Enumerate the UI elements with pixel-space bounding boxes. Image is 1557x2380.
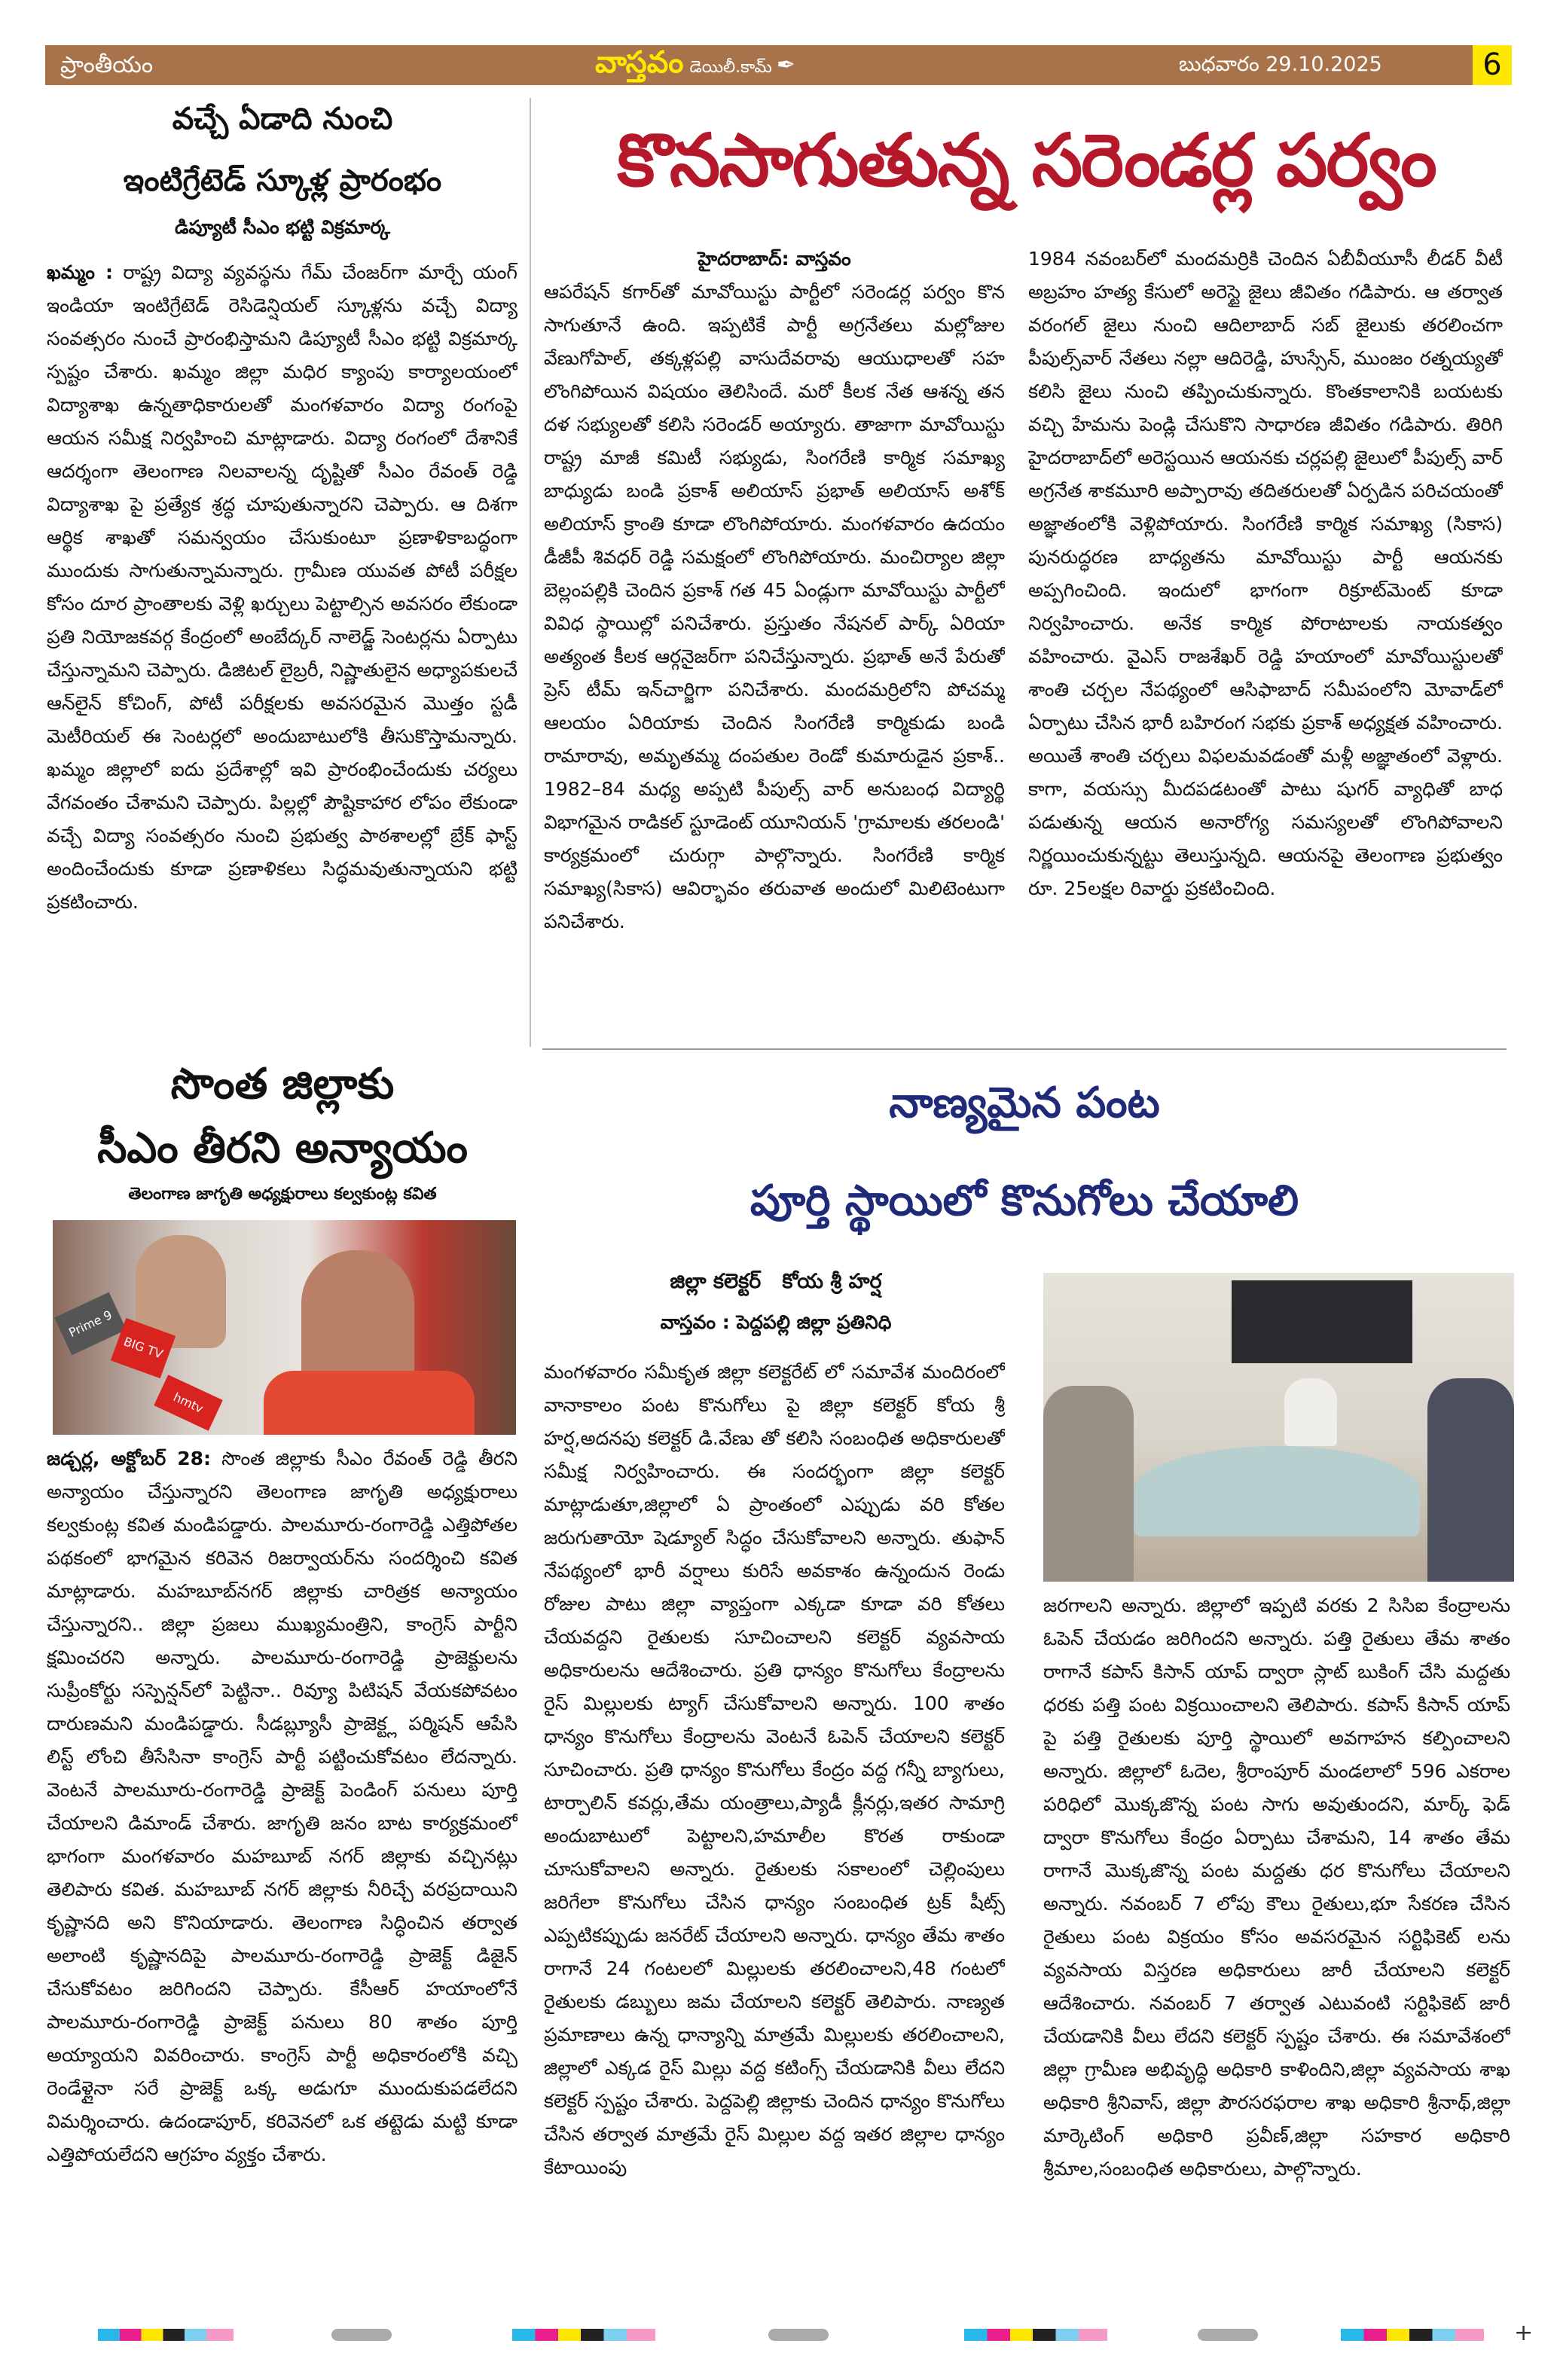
surrender-col-2 — [1028, 243, 1503, 1033]
kavitha-article-body — [47, 1442, 517, 2301]
tv-screen — [1232, 1280, 1412, 1363]
crop-dateline: వాస్తవం : పెద్దపల్లి జిల్లా ప్రతినిధి — [660, 1311, 892, 1333]
surrender-dateline: హైదరాబాద్: వాస్తవం — [698, 248, 851, 270]
page-number: 6 — [1473, 45, 1512, 85]
school-article-body — [47, 256, 517, 1043]
saree — [264, 1371, 475, 1435]
crop-headline-1: నాణ్యమైన పంట — [889, 1079, 1160, 1127]
logo-subtext: డెయిలీ.కామ్ — [689, 58, 772, 77]
section-divider — [542, 1048, 1507, 1050]
mic-prime9: Prime 9 — [54, 1292, 127, 1356]
school-headline-2: ఇంటిగ్రేటెడ్ స్కూళ్ల ప్రారంభం — [123, 163, 442, 198]
crosshair-mark-icon: + — [1514, 2320, 1534, 2346]
column-divider — [530, 98, 531, 1047]
school-headline-1: వచ్చే ఏడాది నుంచి — [172, 102, 393, 136]
crop-body-col2: జరగాలని అన్నారు. జిల్లాలో ఇప్పటి వరకు 2 సిసిఐ కేంద్రాలను ఓపెన్ చేయడం జరిగిందని అన్నారు. పత్తి రైతులు తేమ శాతం రాగానే కపాస్ కిసాన్ యాప్ ద్వారా స్లాట్ బుకింగ్ చేసి మద్దతు ధరకు పత్తి పంట విక్రయించాలని తెలిపారు. కపాస్ కిసాన్ యాప్ పై పత్తి రైతులకు పూర్తి స్థాయిలో అవగాహన కల్పించాలని అన్నారు. జిల్లాలో ఓదెల, శ్రీరాంపూర్ మండలాలో 596 ఎకరాల పరిధిలో మొక్కజొన్న పంట సాగు అవుతుందని, మార్క్ ఫెడ్ ద్వారా కొనుగోలు కేంద్రం ఏర్పాటు చేశామని, 14 శాతం తేమ రాగానే మొక్కజొన్న పంట మద్దతు ధర కొనుగోలు చేయాలని అన్నారు. నవంబర్ 7 లోపు కౌలు రైతులు,భూ సేకరణ చేసిన రైతులు పంట విక్రయం కోసం అవసరమైన సర్టిఫికెట్ లను వ్యవసాయ విస్తరణ అధికారులు జారీ చేయాలని కలెక్టర్ ఆదేశించారు. నవంబర్ 7 తర్వాత ఎటువంటి సర్టిఫికెట్ జారీ చేయడానికి వీలు లేదని కలెక్టర్ స్పష్టం చేశారు. ఈ సమావేశంలో జిల్లా గ్రామీణ అభివృద్ధి అధికారి కాళిందిని,జిల్లా వ్యవసాయ శాఖ అధికారి శ్రీనివాస్, జిల్లా పౌరసరఫరాల శాఖ అధికారి శ్రీనాథ్,జిల్లా మార్కెటింగ్ అధికారి ప్రవీణ్,జిల్లా సహకార అధికారి శ్రీమాల,సంబంధిత అధికారులు, పాల్గొన్నారు. — [1043, 1594, 1510, 2180]
kavitha-press-photo — [53, 1220, 516, 1435]
color-registration-bar — [964, 2329, 1107, 2341]
kavitha-headline-1: సొంత జిల్లాకు — [170, 1060, 395, 1109]
attendees-left — [1043, 1386, 1134, 1582]
meeting-table — [1134, 1446, 1420, 1536]
crop-col-2 — [1043, 1589, 1510, 2301]
surrender-body-col1: ఆపరేషన్ కగార్‌తో మావోయిస్టు పార్టీలో సరెండర్ల పర్వం కొన సాగుతూనే ఉంది. ఇప్పటికే పార్టీ అగ్రనేతలు మల్లోజుల వేణుగోపాల్, తక్కళ్లపల్లి వాసుదేవరావు ఆయుధాలతో సహ లొంగిపోయిన విషయం తెలిసిందే. మరో కీలక నేత ఆశన్న తన దళ సభ్యులతో కలిసి సరెండర్ అయ్యారు. తాజాగా మావోయిస్టు రాష్ట్ర మాజీ కమిటీ సభ్యుడు, సింగరేణి కార్మిక సమాఖ్య బాధ్యుడు బండి ప్రకాశ్ అలియాస్ ప్రభాత్ అలియాస్ అశోక్ అలియాస్ క్రాంతి కూడా లొంగిపోయారు. మంగళవారం ఉదయం డీజీపీ శివధర్ రెడ్డి సమక్షంలో లొంగిపోయారు. మంచిర్యాల జిల్లా బెల్లంపల్లికి చెందిన ప్రకాశ్ గత 45 ఏండ్లుగా మావోయిస్టు పార్టీలో వివిధ స్థాయిల్లో పనిచేశారు. ప్రస్తుతం నేషనల్ పార్క్ ఏరియా అత్యంత కీలక ఆర్గనైజర్‌గా పనిచేస్తున్నారు. ప్రభాత్ అనే పేరుతో ప్రెస్ టీమ్ ఇన్‌చార్జిగా పనిచేశారు. మందమర్రిలోని పోచమ్మ ఆలయం ఏరియాకు చెందిన సింగరేణి కార్మికుడు బండి రామారావు, అమృతమ్మ దంపతుల రెండో కుమారుడైన ప్రకాశ్.. 1982–84 మధ్య అప్పటి పీపుల్స్ వార్ అనుబంధ విద్యార్థి విభాగమైన రాడికల్ స్టూడెంట్ యూనియన్ 'గ్రామాలకు తరలండి' కార్యక్రమంలో చురుగ్గా పాల్గొన్నారు. సింగరేణి కార్మిక సమాఖ్య(సికాస) ఆవిర్భావం తరువాత అందులో మిలిటెంటుగా పనిచేశారు. — [544, 281, 1005, 932]
surrender-headline: కొనసాగుతున్న సరెండర్ల పర్వం — [617, 118, 1436, 203]
mic-hmtv: hmtv — [154, 1375, 223, 1431]
gray-registration-mark — [331, 2329, 392, 2341]
surrender-col-1 — [544, 243, 1005, 1033]
crop-body-col1: మంగళవారం సమీకృత జిల్లా కలెక్టరేట్ లో సమావేశ మందిరంలో వానాకాలం పంట కొనుగోలు పై జిల్లా కలెక్టర్ కోయ శ్రీ హర్ష,అదనపు కలెక్టర్ డి.వేణు తో కలిసి సంబంధిత అధికారులతో సమీక్ష నిర్వహించారు. ఈ సందర్భంగా జిల్లా కలెక్టర్ మాట్లాడుతూ,జిల్లాలో ఏ ప్రాంతంలో ఎప్పుడు వరి కోతల జరుగుతాయో షెడ్యూల్ సిద్ధం చేసుకోవాలని అన్నారు. తుఫాన్ నేపథ్యంలో భారీ వర్షాలు కురిసే అవకాశం ఉన్నందున రెండు రోజుల పాటు జిల్లా వ్యాప్తంగా ఎక్కడా కూడా వరి కోతలు చేయవద్దని రైతులకు సూచించాలని కలెక్టర్ వ్యవసాయ అధికారులను ఆదేశించారు. ప్రతి ధాన్యం కొనుగోలు కేంద్రాలను రైస్ మిల్లులకు ట్యాగ్ చేసుకోవాలని అన్నారు. 100 శాతం ధాన్యం కొనుగోలు కేంద్రాలను వెంటనే ఓపెన్ చేయాలని కలెక్టర్ సూచించారు. ప్రతి ధాన్యం కొనుగోలు కేంద్రం వద్ద గన్నీ బ్యాగులు, టార్పాలిన్ కవర్లు,తేమ యంత్రాలు,ప్యాడీ క్లీనర్లు,ఇతర సామాగ్రి అందుబాటులో పెట్టాలని,హమాలీల కొరత రాకుండా చూసుకోవాలని అన్నారు. రైతులకు సకాలంలో చెల్లింపులు జరిగేలా కొనుగోలు చేసిన ధాన్యం సంబంధిత ట్రక్ షీట్స్ ఎప్పటికప్పుడు జనరేట్ చేయాలని అన్నారు. ధాన్యం తేమ శాతం రాగానే 24 గంటలలో మిల్లులకు తరలించాలని,48 గంటలో రైతులకు డబ్బులు జమ చేయాలని కలెక్టర్ తెలిపారు. నాణ్యత ప్రమాణాలు ఉన్న ధాన్యాన్ని మాత్రమే మిల్లులకు తరలించాలని, జిల్లాలో ఎక్కడ రైస్ మిల్లు వద్ద కటింగ్స్ చేయడానికి వీలు లేదని కలెక్టర్ స్పష్టం చేశారు. పెద్దపెల్లి జిల్లాకు చెందిన ధాన్యం కొనుగోలు చేసిన తర్వాత మాత్రమే రైస్ మిల్లుల వద్ద ఇతర జిల్లాల ధాన్యం కేటాయింపు — [544, 1361, 1005, 2178]
surrender-body-col2: 1984 నవంబర్‌లో మందమర్రికి చెందిన ఏబీవీయూసీ లీడర్ వీటీ అబ్రహం హత్య కేసులో అరెస్టై జైలు జీవితం గడిపారు. ఆ తర్వాత వరంగల్ జైలు నుంచి ఆదిలాబాద్ సబ్ జైలుకు తరలించగా పీపుల్స్‌వార్ నేతలు నల్లా ఆదిరెడ్డి, హుస్సేన్, ముంజం రత్నయ్యతో కలిసి జైలు నుంచి తప్పించుకున్నారు. కొంతకాలానికి బయటకు వచ్చి హేమను పెండ్లి చేసుకొని సాధారణ జీవితం గడిపారు. తిరిగి హైదరాబాద్‌లో అరెస్టయిన ఆయనకు చర్లపల్లి జైలులో పీపుల్స్ వార్ అగ్రనేత శాకమూరి అప్పారావు తదితరులతో ఏర్పడిన పరిచయంతో అజ్ఞాతంలోకి వెళ్లిపోయారు. సింగరేణి కార్మిక సమాఖ్య (సికాస) పునరుద్ధరణ బాధ్యతను మావోయిస్టు పార్టీ ఆయనకు అప్పగించింది. ఇందులో భాగంగా రిక్రూట్‌మెంట్ కూడా నిర్వహించారు. అనేక కార్మిక పోరాటాలకు నాయకత్వం వహించారు. వైఎస్ రాజశేఖర్ రెడ్డి హయాంలో మావోయిస్టులతో శాంతి చర్చల నేపథ్యంలో ఆసిఫాబాద్ సమీపంలోని మోవాడ్‌లో ఏర్పాటు చేసిన భారీ బహిరంగ సభకు ప్రకాశ్ అధ్యక్షత వహించారు. అయితే శాంతి చర్చలు విఫలమవడంతో మళ్లీ అజ్ఞాతంలో వెళ్లారు. కాగా, వయస్సు మీదపడటంతో పాటు షుగర్ వ్యాధితో బాధ పడుతున్న ఆయన అనారోగ్య సమస్యలతో లొంగిపోవాలని నిర్ణయించుకున్నట్టు తెలుస్తున్నది. ఆయనపై తెలంగాణ ప్రభుత్వం రూ. 25లక్షల రివార్డు ప్రకటించింది. — [1028, 248, 1503, 899]
section-name: ప్రాంతీయం — [60, 52, 154, 78]
logo-text: వాస్తవం — [595, 45, 684, 80]
crop-col-1 — [544, 1356, 1005, 2301]
collector-figure — [1284, 1378, 1337, 1446]
gray-registration-mark — [768, 2329, 829, 2341]
color-registration-bar — [1341, 2329, 1484, 2341]
attendees-right — [1427, 1378, 1514, 1582]
crop-subhead: జిల్లా కలెక్టర్ కోయ శ్రీ హర్ష — [670, 1270, 882, 1293]
color-registration-bar — [98, 2329, 234, 2341]
school-dateline: ఖమ్మం : — [47, 261, 113, 283]
kavitha-body-text: సొంత జిల్లాకు సీఎం రేవంత్ రెడ్డి తీరని అన్యాయం చేస్తున్నారని తెలంగాణ జాగృతి అధ్యక్షురాలు కల్వకుంట్ల కవిత మండిపడ్డారు. పాలమూరు-రంగారెడ్డి ఎత్తిపోతల పథకంలో భాగమైన కరివెన రిజర్వాయర్‌ను సందర్శించి కవిత మాట్లాడారు. మహబూబ్‌నగర్ జిల్లాకు చారిత్రక అన్యాయం చేస్తున్నారని.. జిల్లా ప్రజలు ముఖ్యమంత్రిని, కాంగ్రెస్ పార్టీని క్షమించరని అన్నారు. పాలమూరు-రంగారెడ్డి ప్రాజెక్టులను సుప్రీంకోర్టు సస్పెన్షన్‌లో పెట్టినా.. రివ్యూ పిటిషన్ వేయకపోవటం దారుణమని మండిపడ్డారు. సీడబ్ల్యూసీ ప్రాజెక్ట్ల పర్మిషన్ ఆపేసి లిస్ట్ లోంచి తీసేసినా కాంగ్రెస్ పార్టీ పట్టించుకోవటం లేదన్నారు. వెంటనే పాలమూరు-రంగారెడ్డి ప్రాజెక్ట్ పెండింగ్ పనులు పూర్తి చేయాలని డిమాండ్ చేశారు. జాగృతి జనం బాట కార్యక్రమంలో భాగంగా మంగళవారం మహబూబ్ నగర్ జిల్లాకు వచ్చినట్లు తెలిపారు కవిత. మహబూబ్ నగర్ జిల్లాకు నీరిచ్చే వరప్రదాయిని కృష్ణానది అని కొనియాడారు. తెలంగాణ సిద్ధించిన తర్వాత అలాంటి కృష్ణానదిపై పాలమూరు-రంగారెడ్డి ప్రాజెక్ట్ డిజైన్ చేసుకోవటం జరిగిందని చెప్పారు. కేసీఆర్ హయాంలోనే పాలమూరు-రంగారెడ్డి ప్రాజెక్ట్ పనులు 80 శాతం పూర్తి అయ్యాయని వివరించారు. కాంగ్రెస్ పార్టీ అధికారంలోకి వచ్చి రెండేళ్లైనా సరే ప్రాజెక్ట్ ఒక్క అడుగూ ముందుకుపడలేదని విమర్శించారు. ఉదండాపూర్, కరివెనలో ఒక తట్టెడు మట్టి కూడా ఎత్తిపోయలేదని ఆగ్రహం వ్యక్తం చేశారు. — [47, 1448, 517, 2165]
school-subhead: డిప్యూటీ సీఎం భట్టి విక్రమార్క — [174, 216, 390, 238]
pen-icon: ✒ — [776, 52, 795, 78]
kavitha-dateline: జడ్చర్ల, అక్టోబర్ 28: — [47, 1448, 212, 1469]
crop-headline-2: పూర్తి స్థాయిలో కొనుగోలు చేయాలి — [749, 1176, 1299, 1225]
mic-bigtv: BIG TV — [111, 1318, 176, 1378]
newspaper-logo — [595, 44, 795, 87]
kavitha-headline-2: సీఎం తీరని అన్యాయం — [97, 1124, 468, 1173]
school-body-text: రాష్ట్ర విద్యా వ్యవస్థను గేమ్ చేంజర్‌గా మార్చే యంగ్ ఇండియా ఇంటిగ్రేటెడ్ రెసిడెన్షియల్ స్కూళ్లను వచ్చే విద్యా సంవత్సరం నుంచే ప్రారంభిస్తామని డిప్యూటీ సీఎం భట్టి విక్రమార్క స్పష్టం చేశారు. ఖమ్మం జిల్లా మధిర క్యాంపు కార్యాలయంలో విద్యాశాఖ ఉన్నతాధికారులతో మంగళవారం విద్యా రంగంపై ఆయన సమీక్ష నిర్వహించి మాట్లాడారు. విద్యా రంగంలో దేశానికే ఆదర్శంగా తెలంగాణ నిలవాలన్న దృష్టితో సీఎం రేవంత్ రెడ్డి విద్యాశాఖ పై ప్రత్యేక శ్రద్ధ చూపుతున్నారని చెప్పారు. ఆ దిశగా ఆర్థిక శాఖతో సమన్వయం చేసుకుంటూ ప్రణాళికాబద్ధంగా ముందుకు సాగుతున్నామన్నారు. గ్రామీణ యువత పోటీ పరీక్షల కోసం దూర ప్రాంతాలకు వెళ్లి ఖర్చులు పెట్టాల్సిన అవసరం లేకుండా ప్రతి నియోజకవర్గ కేంద్రంలో అంబేద్కర్ నాలెడ్జ్ సెంటర్లను ఏర్పాటు చేస్తున్నామని చెప్పారు. డిజిటల్ లైబ్రరీ, నిష్ణాతులైన అధ్యాపకులచే ఆన్‌లైన్ కోచింగ్, పోటీ పరీక్షలకు అవసరమైన మొత్తం స్టడీ మెటీరియల్ ఈ సెంటర్లలో అందుబాటులోకి తీసుకొస్తామన్నారు. ఖమ్మం జిల్లాలో ఐదు ప్రదేశాల్లో ఇవి ప్రారంభించేందుకు చర్యలు వేగవంతం చేశామని చెప్పారు. పిల్లల్లో పౌష్టికాహార లోపం లేకుండా వచ్చే విద్యా సంవత్సరం నుంచి ప్రభుత్వ పాఠశాలల్లో బ్రేక్ ఫాస్ట్ అందించేందుకు కూడా ప్రణాళికలు సిద్ధమవుతున్నాయని భట్టి ప్రకటించారు. — [47, 261, 517, 913]
issue-date: బుధవారం 29.10.2025 — [1179, 53, 1382, 76]
gray-registration-mark — [1198, 2329, 1258, 2341]
collector-meeting-photo — [1043, 1273, 1514, 1582]
kavitha-subhead: తెలంగాణ జాగృతి అధ్యక్షురాలు కల్వకుంట్ల కవిత — [128, 1185, 437, 1204]
color-registration-bar — [512, 2329, 655, 2341]
